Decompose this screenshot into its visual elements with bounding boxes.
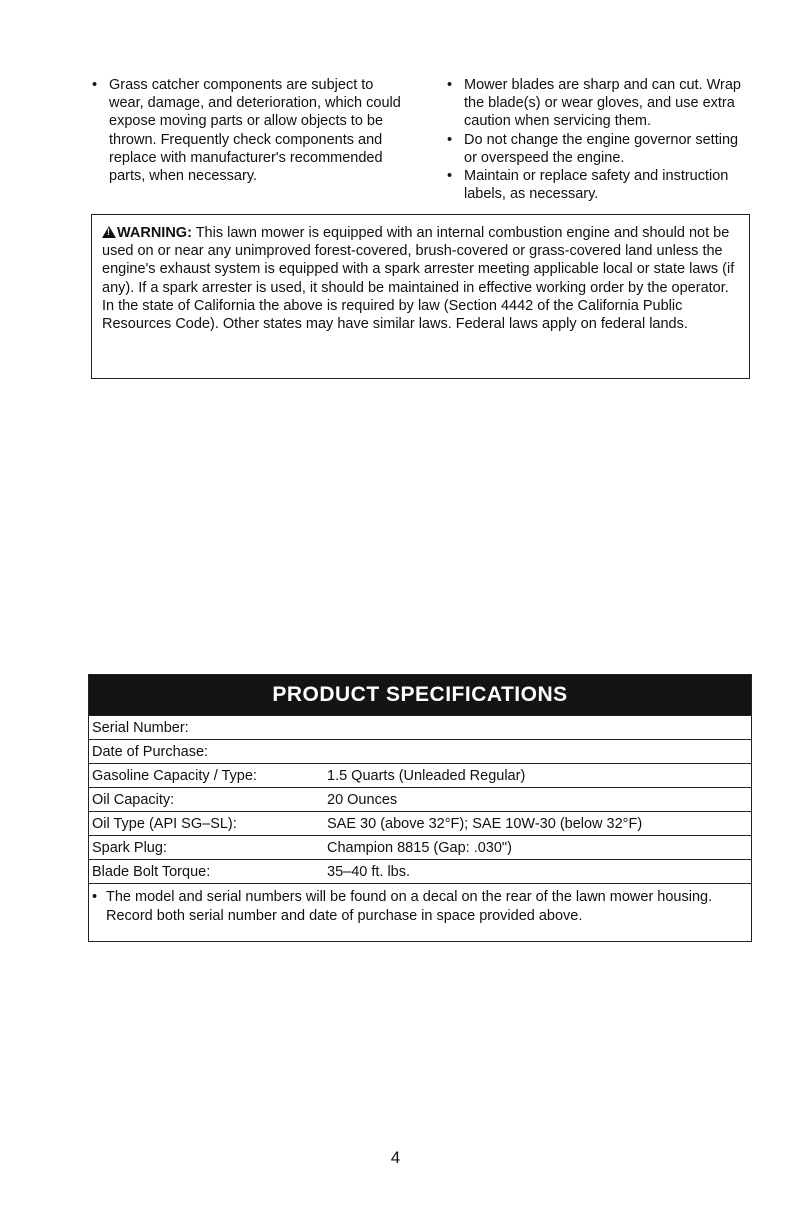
spec-row-gasoline [89,764,751,788]
product-specifications-table [88,674,752,942]
spec-label: Blade Bolt Torque: [92,863,211,880]
spec-row-oil-capacity [89,788,751,812]
specifications-title: PRODUCT SPECIFICATIONS [89,675,751,716]
spec-value: 20 Ounces [327,791,398,808]
page-number: 4 [390,1148,401,1167]
spec-value: SAE 30 (above 32°F); SAE 10W-30 (below 32°F) [327,815,643,832]
spec-row-serial-number [89,716,751,740]
spec-value: 1.5 Quarts (Unleaded Regular) [327,767,526,784]
spec-label: Date of Purchase: [92,743,209,760]
spec-row-date-of-purchase [89,740,751,764]
spec-label: Oil Type (API SG–SL): [92,815,237,832]
bullet-item: • Do not change the engine governor setting or overspeed the engine. [446,131,751,167]
specifications-note: • The model and serial numbers will be found on a decal on the rear of the lawn mower housing. Record both serial number and date of purchase in space provided above. [89,884,751,926]
bullet-item: • Mower blades are sharp and can cut. Wrap the blade(s) or wear gloves, and use extra caution when servicing them. [446,76,751,131]
spec-label: Spark Plug: [92,839,167,856]
spec-label: Serial Number: [92,719,189,736]
safety-bullets-left [91,76,411,203]
warning-paragraph [102,224,739,297]
bullet-item: • Maintain or replace safety and instruction labels, as necessary. [446,167,751,203]
spec-label: Gasoline Capacity / Type: [92,767,257,784]
warning-triangle-icon [102,226,116,238]
spec-label: Oil Capacity: [92,791,175,808]
safety-bullets-right [446,76,751,203]
warning-box [91,214,750,379]
warning-text: This lawn mower is equipped with an internal combustion engine and should not be used on or near any unimproved forest-covered, brush-covered or grass-covered land unless the engine's exhaust system is equipped with a spark arrester meeting applicable local or state laws (if any). If a spark arrester is used, it should be maintained in effective working order by the operator. [102,225,735,296]
warning-paragraph-california: In the state of California the above is required by law (Section 4442 of the California Public Resources Code). Other states may have similar laws. Federal laws apply on federal lands. [102,297,688,333]
bullet-item: • Grass catcher components are subject to wear, damage, and deterioration, which could expose moving parts or allow objects to be thrown. Frequently check components and replace with manufacturer's recommended parts, when necessary. [91,76,411,185]
spec-row-oil-type [89,812,751,836]
safety-bullets [91,76,751,203]
spec-value: 35–40 ft. lbs. [327,863,411,880]
spec-row-spark-plug [89,836,751,860]
spec-value: Champion 8815 (Gap: .030") [327,839,512,856]
spec-row-blade-bolt-torque [89,860,751,884]
warning-label: WARNING: [117,225,192,241]
